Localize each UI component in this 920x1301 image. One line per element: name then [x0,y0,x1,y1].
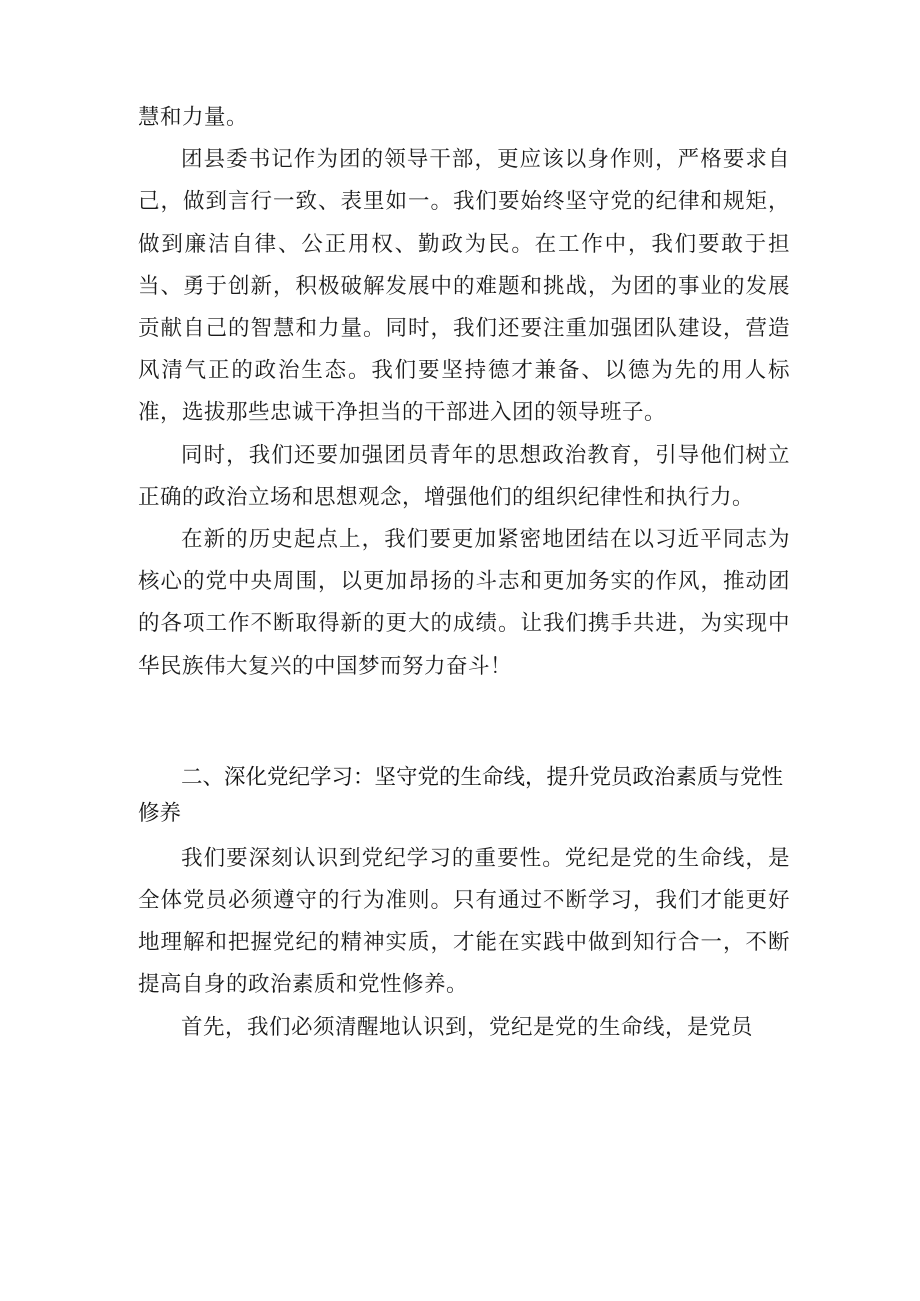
document-page [138,97,790,1049]
paragraph-new-starting-point: 在新的历史起点上，我们要更加紧密地团结在以习近平同志为核心的党中央周围，以更加昂扬的斗志和更加务实的作风，推动团的各项工作不断取得新的更大的成绩。让我们携手共进，为实现中华民族伟大复兴的中国梦而努力奋斗！ [138,527,790,679]
paragraph-discipline-importance: 我们要深刻认识到党纪学习的重要性。党纪是党的生命线，是全体党员必须遵守的行为准则。只有通过不断学习，我们才能更好地理解和把握党纪的精神实质，才能在实践中做到知行合一，不断提高自身的政治素质和党性修养。 [138,845,790,998]
paragraph-first-point: 首先，我们必须清醒地认识到，党纪是党的生命线，是党员 [181,1014,754,1040]
paragraph-continuation: 慧和力量。 [138,105,249,130]
section-spacer [138,688,790,760]
paragraph-leader-discipline: 团县委书记作为团的领导干部，更应该以身作则，严格要求自己，做到言行一致、表里如一。我们要始终坚守党的纪律和规矩，做到廉洁自律、公正用权、勤政为民。在工作中，我们要敢于担当、勇于创新，积极破解发展中的难题和挑战，为团的事业的发展贡献自己的智慧和力量。同时，我们还要注重加强团队建设，营造风清气正的政治生态。我们要坚持德才兼备、以德为先的用人标准，选拔那些忠诚干净担当的干部进入团的领导班子。 [138,147,790,426]
section-heading: 二、深化党纪学习：坚守党的生命线，提升党员政治素质与党性修养 [138,764,784,826]
paragraph-youth-education: 同时，我们还要加强团员青年的思想政治教育，引导他们树立正确的政治立场和思想观念，增强他们的组织纪律性和执行力。 [138,442,790,510]
